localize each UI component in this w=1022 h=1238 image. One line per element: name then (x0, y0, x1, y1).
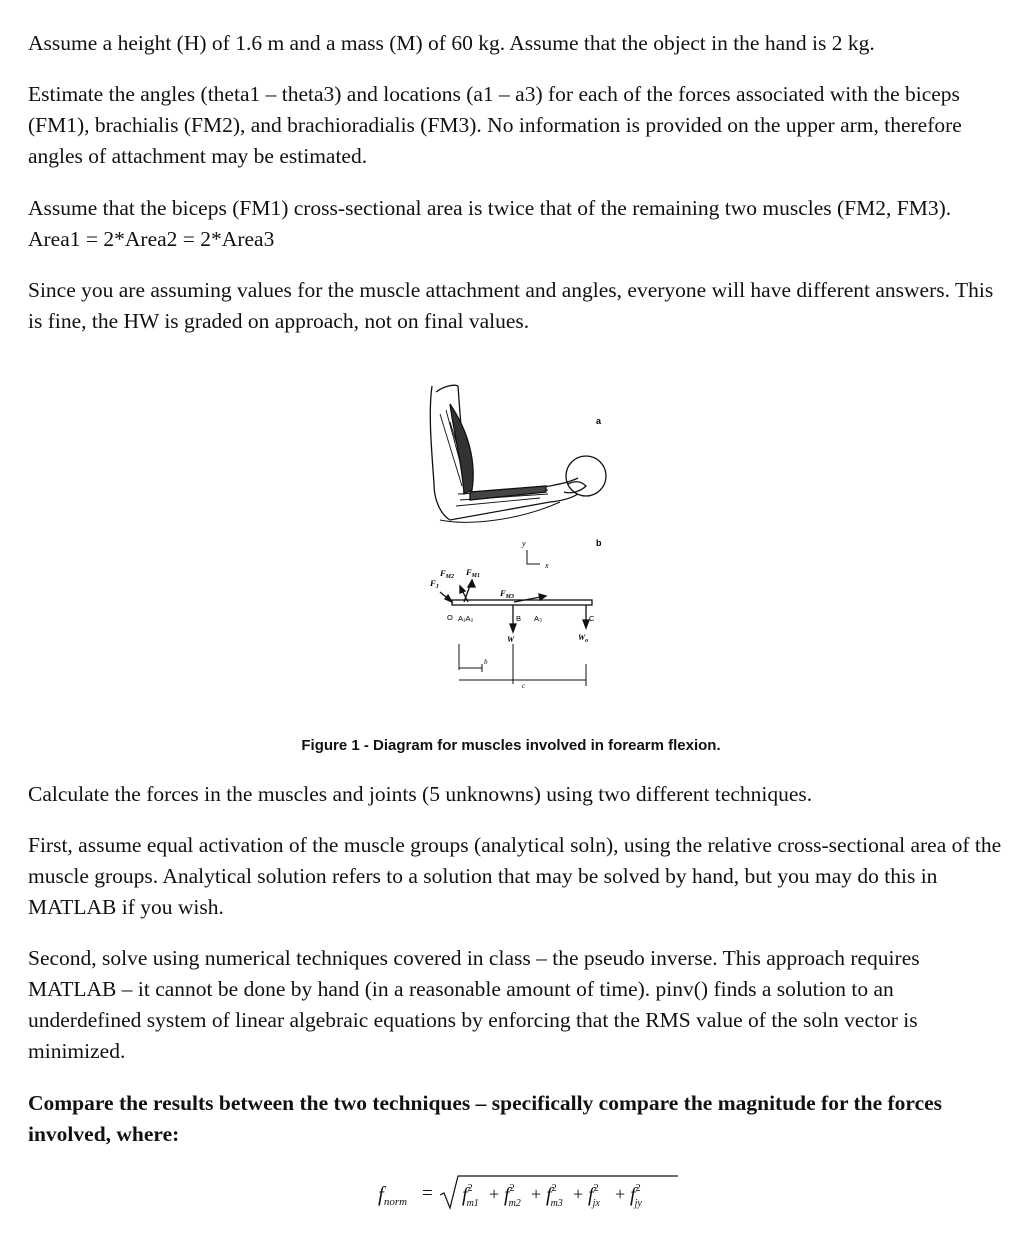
panel-label-a: a (596, 416, 602, 426)
dimension-b: b (484, 658, 488, 666)
axis-x-label: x (545, 561, 549, 570)
formula-term-m1: $f^2$ m1 (462, 1183, 479, 1209)
formula-plus: + (531, 1184, 542, 1204)
formula-term-m2: $f^2$ m2 (504, 1183, 521, 1209)
formula-plus: + (573, 1184, 584, 1204)
paragraph-given-values: Assume a height (H) of 1.6 m and a mass (M) of 60 kg. Assume that the object in the hand is 2 kg. (28, 31, 875, 55)
paragraph-assumptions: Since you are assuming values for the muscle attachment and angles, everyone will have different answers. This is fine, the HW is graded on approach, not on final values. (28, 278, 994, 333)
paragraph-cross-section: Assume that the biceps (FM1) cross-sectional area is twice that of the remaining two muscles (FM2, FM3). Area1 = 2*Area2 = 2*Area3 (28, 196, 952, 251)
label-fm1: $F_{M1}$ (466, 567, 481, 579)
formula-equals: = (422, 1183, 433, 1204)
label-o: O (447, 613, 453, 622)
dimension-c: c (522, 682, 526, 690)
paragraph-calculate-forces: Calculate the forces in the muscles and joints (5 unknowns) using two different techniques. (28, 782, 813, 806)
label-c-point: C (589, 614, 595, 623)
arm-sketch (430, 385, 606, 522)
formula-plus: + (489, 1184, 500, 1204)
axis-indicator (527, 550, 540, 564)
free-body-diagram (440, 580, 592, 686)
label-w: W (507, 635, 515, 644)
label-a3: A₃ (534, 614, 543, 623)
forearm-flexion-diagram (410, 374, 622, 710)
formula-term-jy: $f^2$ jy (630, 1183, 642, 1209)
axis-y-label: y (522, 539, 526, 548)
label-fj: $F_J$ (430, 578, 439, 590)
formula-term-m3: $f^2$ m3 (546, 1183, 563, 1209)
label-b-point: B (516, 614, 522, 623)
label-fm2: $F_{M2}$ (440, 568, 455, 580)
paragraph-compare-results: Compare the results between the two techniques – specifically compare the magnitude for the forces involved, where: (28, 1091, 943, 1146)
paragraph-second-technique: Second, solve using numerical techniques covered in class – the pseudo inverse. This approach requires MATLAB – it cannot be done by hand (in a reasonable amount of time). pinv() finds a solution to an underdefined system of linear algebraic equations by enforcing that the RMS value of the soln vector is minimized. (28, 946, 920, 1063)
label-fm3: $F_{M3}$ (500, 588, 515, 600)
label-a1a2: A₁A₂ (458, 614, 474, 623)
paragraph-first-technique: First, assume equal activation of the muscle groups (analytical soln), using the relative cross-sectional area of the muscle groups. Analytical solution refers to a solution that may be solved by hand, but you may do this in MATLAB if you wish. (28, 833, 1002, 919)
label-wo: $W_o$ (578, 633, 589, 644)
paragraph-estimate-angles: Estimate the angles (theta1 – theta3) and locations (a1 – a3) for each of the forces associated with the biceps (FM1), brachialis (FM2), and brachioradialis (FM3). No information is provided on the upper arm, therefore angles of attachment may be estimated. (28, 82, 962, 168)
figure-caption: Figure 1 - Diagram for muscles involved in forearm flexion. (301, 737, 721, 754)
formula-plus: + (615, 1184, 626, 1204)
formula-lhs: fnorm (378, 1182, 408, 1208)
fnorm-formula (378, 1168, 678, 1218)
panel-label-b: b (596, 538, 602, 548)
formula-term-jx: $f^2$ jx (588, 1183, 600, 1209)
